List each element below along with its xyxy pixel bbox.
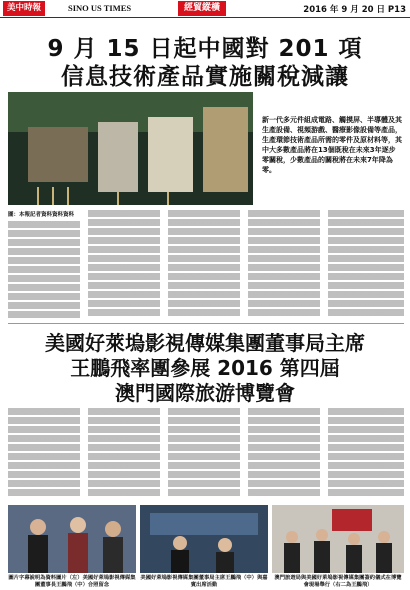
- article2-col-2: [88, 408, 160, 516]
- article1-image-caption: 圖：本報記者資料資料資料: [8, 212, 75, 218]
- section-divider: [8, 323, 404, 324]
- article2-body: [8, 408, 404, 504]
- article1-col-5: [328, 210, 404, 318]
- paper-name-badge: 美中時報: [3, 1, 45, 16]
- masthead: [0, 0, 410, 18]
- article2-col-3: [168, 408, 240, 516]
- event-photo-middle: [140, 505, 268, 573]
- article1-caption-body: 新一代多元件組成電路、觸摸屏、半導體及其生產設備、視頻游戲、醫療影像設備等產品，生產環節技術產品所需的零件及原材料等，其中大多數產品將在13個既稅在未來3年逐步零關稅，少數產品的關稅將在未來7年降為零。: [262, 116, 402, 174]
- article2-headline-line2: 王鵬飛率團參展 2016 第四屆: [70, 356, 340, 380]
- article2-col-5: [328, 408, 404, 516]
- date-page: 2016 年 9 月 20 日 P13: [303, 5, 406, 15]
- article2-headline-line3: 澳門國際旅游博覽會: [115, 381, 295, 405]
- article1-body: [8, 210, 404, 320]
- article1-col-1: [8, 210, 80, 318]
- article1-col-2: [88, 210, 160, 318]
- article2-col-4: [248, 408, 320, 516]
- article1-col-4: [248, 210, 320, 318]
- article1-col-3: [168, 210, 240, 318]
- event-photo-left: [8, 505, 136, 573]
- article2-headline-line1: 美國好萊塢影視傳媒集團董事局主席: [45, 331, 365, 355]
- photo-caption-left: 圖片字幕說明為資料圖片（左）美國好萊塢影視傳媒集團董事長王鵬飛（中）合照留念: [8, 575, 136, 588]
- article1-headline-line2: 信息技術產品實施關稅減讓: [61, 64, 349, 90]
- article1-photo-caption: [262, 115, 402, 205]
- photo-caption-middle: 美國好萊塢影視傳媒集團董事局主席王鵬飛（中）與嘉賓出席活動: [140, 575, 268, 588]
- article2-col-1: [8, 408, 80, 516]
- section-badge: 經貿縱橫: [178, 1, 226, 16]
- photo-caption-right: 澳門旅遊局與美國好萊塢影視傳媒集團簽約儀式在博覽會現場舉行（右二為王鵬飛）: [274, 575, 402, 588]
- signing-ceremony-photo: [272, 505, 404, 573]
- article1-headline-line1: 9 月 15 日起中國對 201 項: [47, 36, 363, 62]
- circuit-board-photo: [8, 92, 253, 205]
- paper-name-en: SINO US TIMES: [68, 3, 132, 13]
